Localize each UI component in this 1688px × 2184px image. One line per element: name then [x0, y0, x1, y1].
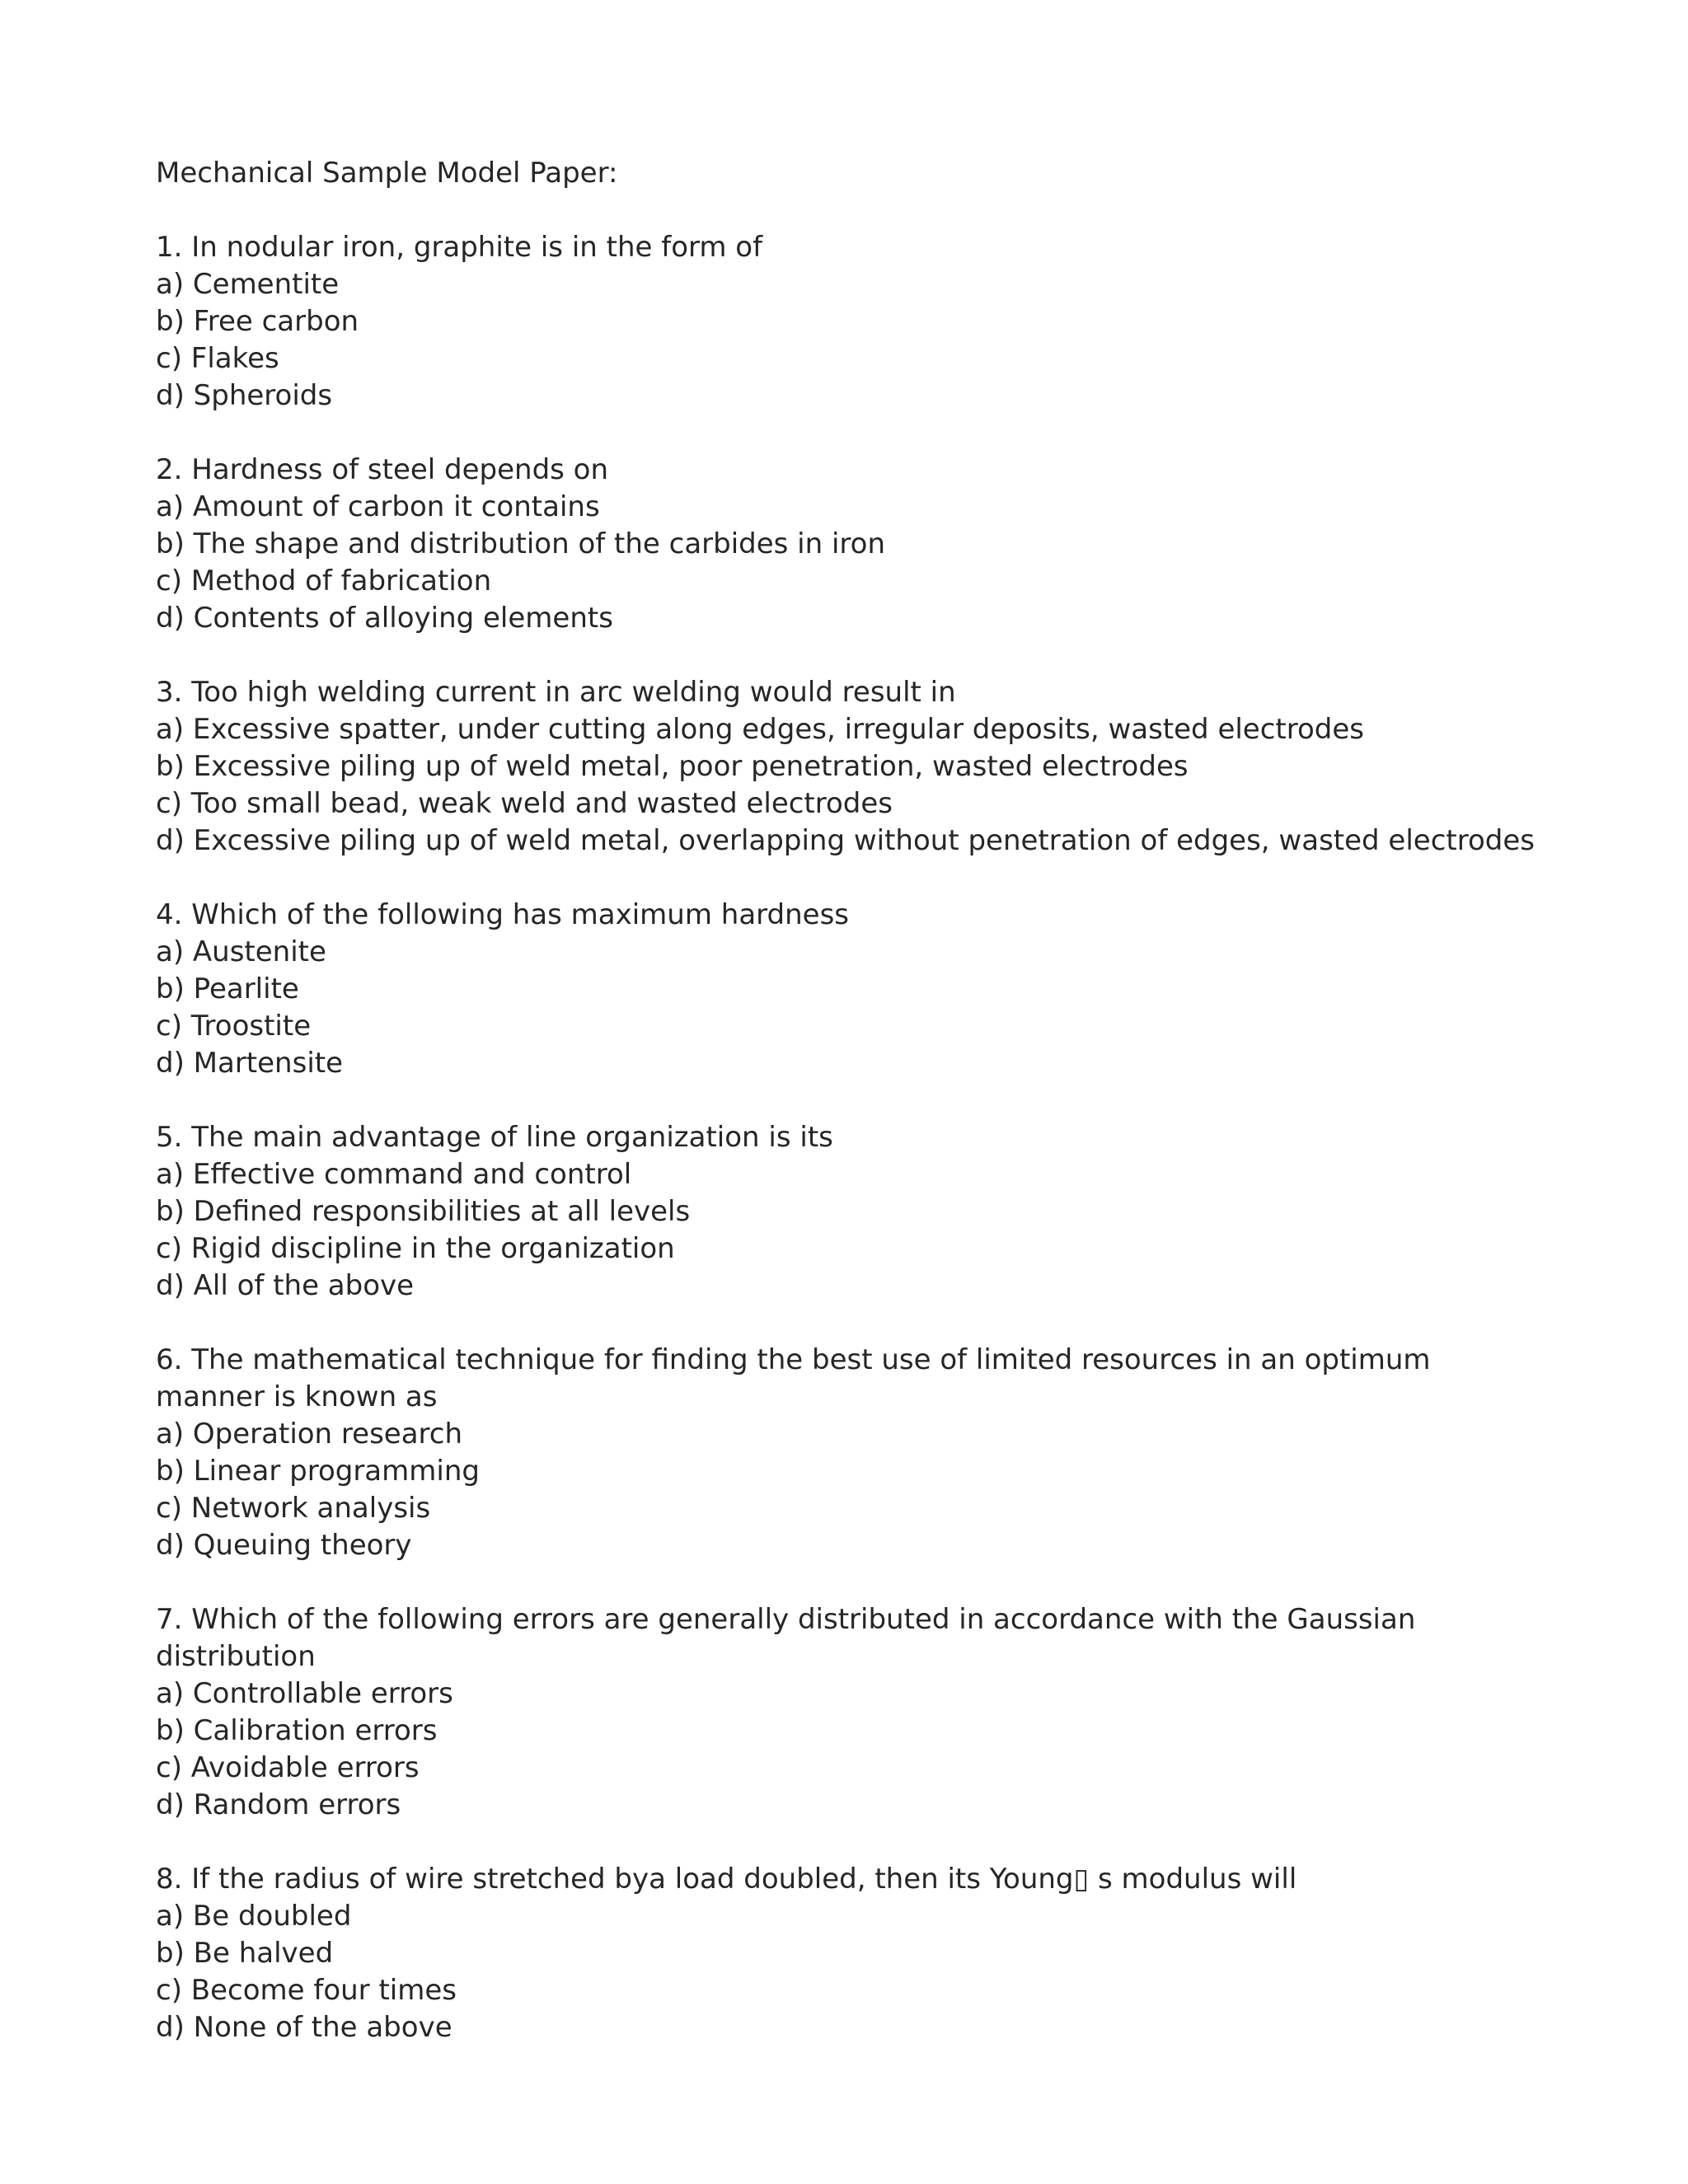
option-d: d) None of the above: [156, 2011, 452, 2044]
question-block-3: [156, 674, 1557, 860]
question-text: 6. The mathematical technique for finding the best use of limited resources in an optimum manner is known as: [156, 1343, 1440, 1413]
option-d: d) Contents of alloying elements: [156, 602, 613, 635]
question-block-5: [156, 1119, 1557, 1305]
option-a: a) Effective command and control: [156, 1158, 632, 1191]
option-b: b) Linear programming: [156, 1455, 480, 1488]
option-a: a) Operation research: [156, 1418, 463, 1451]
option-a: a) Controllable errors: [156, 1677, 453, 1710]
option-d: d) Excessive piling up of weld metal, overlapping without penetration of edges, wasted electrodes: [156, 824, 1535, 857]
option-a: a) Be doubled: [156, 1900, 352, 1933]
option-d: d) Spheroids: [156, 379, 333, 412]
option-c: c) Flakes: [156, 342, 279, 375]
option-c: c) Troostite: [156, 1010, 312, 1043]
option-c: c) Become four times: [156, 1974, 457, 2007]
option-a: a) Austenite: [156, 935, 326, 968]
option-d: d) All of the above: [156, 1269, 415, 1302]
question-block-7: [156, 1601, 1557, 1824]
question-text: 1. In nodular iron, graphite is in the form of: [156, 231, 763, 264]
question-text: 2. Hardness of steel depends on: [156, 453, 609, 486]
question-text: 4. Which of the following has maximum hardness: [156, 898, 850, 931]
option-d: d) Martensite: [156, 1047, 344, 1080]
option-c: c) Too small bead, weak weld and wasted electrodes: [156, 787, 893, 820]
option-d: d) Random errors: [156, 1788, 401, 1821]
option-a: a) Excessive spatter, under cutting along edges, irregular deposits, wasted electrodes: [156, 713, 1365, 746]
option-b: b) Be halved: [156, 1937, 334, 1970]
option-b: b) Free carbon: [156, 305, 359, 338]
option-a: a) Cementite: [156, 268, 340, 301]
option-b: b) Excessive piling up of weld metal, poor penetration, wasted electrodes: [156, 750, 1189, 783]
option-c: c) Method of fabrication: [156, 565, 492, 598]
question-block-4: [156, 897, 1557, 1082]
option-c: c) Rigid discipline in the organization: [156, 1232, 675, 1265]
question-block-1: [156, 229, 1557, 415]
question-text: 8. If the radius of wire stretched bya load doubled, then its Young▯ s modulus will: [156, 1863, 1297, 1896]
option-b: b) Defined responsibilities at all levels: [156, 1195, 691, 1228]
question-block-8: [156, 1861, 1557, 2046]
document-title: Mechanical Sample Model Paper:: [156, 157, 618, 190]
option-c: c) Network analysis: [156, 1492, 431, 1525]
document-content: [156, 155, 1557, 2083]
question-text: 7. Which of the following errors are generally distributed in accordance with the Gaussian distribution: [156, 1603, 1425, 1673]
question-text: 5. The main advantage of line organization is its: [156, 1121, 833, 1154]
question-block-2: [156, 452, 1557, 637]
option-c: c) Avoidable errors: [156, 1751, 420, 1784]
question-block-6: [156, 1342, 1557, 1564]
option-d: d) Queuing theory: [156, 1529, 412, 1562]
option-b: b) The shape and distribution of the carbides in iron: [156, 527, 886, 560]
option-b: b) Pearlite: [156, 972, 299, 1005]
option-a: a) Amount of carbon it contains: [156, 490, 600, 523]
question-text: 3. Too high welding current in arc welding would result in: [156, 676, 956, 709]
option-b: b) Calibration errors: [156, 1714, 438, 1747]
